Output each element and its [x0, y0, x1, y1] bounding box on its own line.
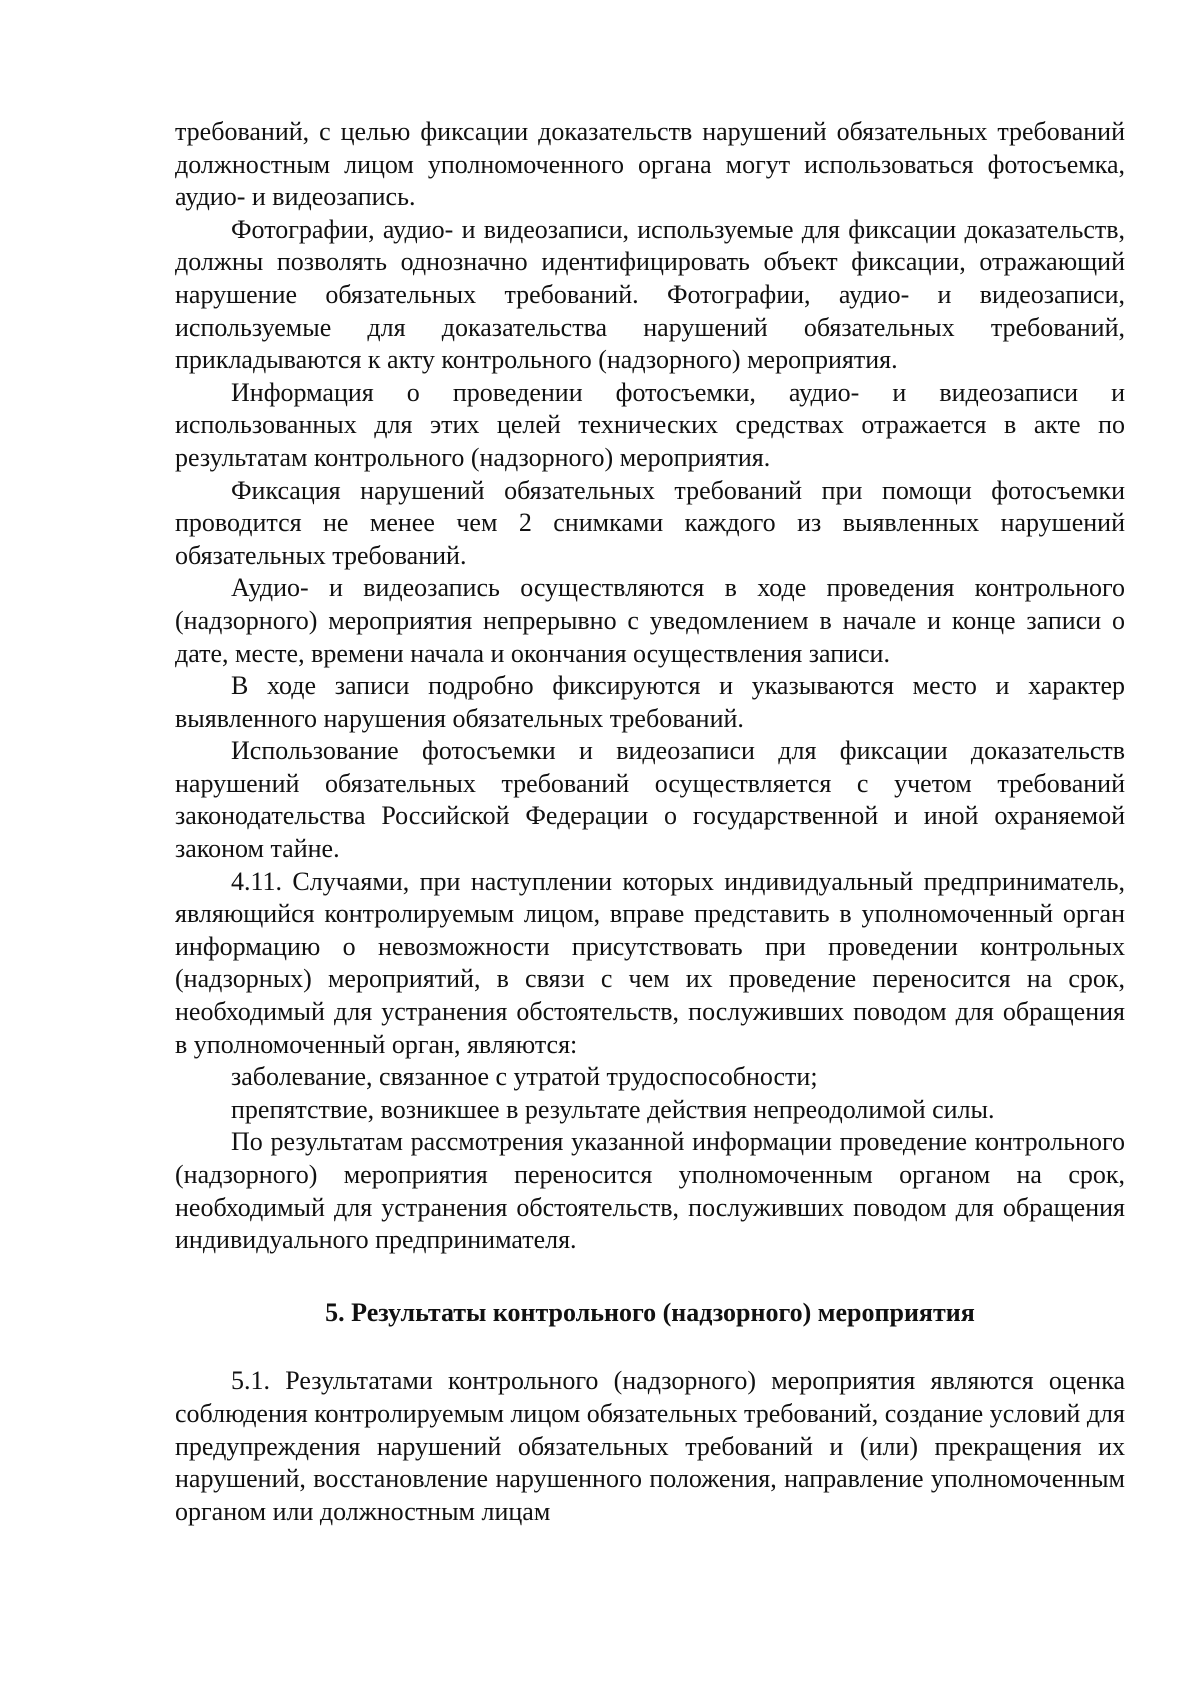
paragraph: Фиксация нарушений обязательных требований при помощи фотосъемки проводится не менее чем 2 снимками каждого из выявленных нарушений обязательных требований.	[175, 475, 1125, 570]
paragraph: По результатам рассмотрения указанной информации проведение контрольного (надзорного) мероприятия переносится уполномоченным органом на срок, необходимый для устранения обстоятельств, послуживших поводом для обращения индивидуального предпринимателя.	[175, 1127, 1125, 1255]
paragraph: Фотографии, аудио- и видеозаписи, используемые для фиксации доказательств, должны позволять однозначно идентифицировать объект фиксации, отражающий нарушение обязательных требований. Фотографии, аудио- и видеозаписи, используемые для доказательства нарушений обязательных требований, прикладываются к акту контрольного (надзорного) мероприятия.	[175, 214, 1125, 375]
paragraph-5-1: 5.1. Результатами контрольного (надзорного) мероприятия являются оценка соблюдения контролируемым лицом обязательных требований, создание условий для предупреждения нарушений обязательных требований и (или) прекращения их нарушений, восстановление нарушенного положения, направление уполномоченным органом или должностным лицам	[175, 1366, 1125, 1526]
list-item: заболевание, связанное с утратой трудоспособности;	[231, 1062, 818, 1092]
paragraph: требований, с целью фиксации доказательств нарушений обязательных требований должностным лицом уполномоченного органа могут использоваться фотосъемка, аудио- и видеозапись.	[175, 117, 1125, 212]
paragraph: Информация о проведении фотосъемки, аудио- и видеозаписи и использованных для этих целей технических средствах отражается в акте по результатам контрольного (надзорного) мероприятия.	[175, 377, 1125, 472]
list-item: препятствие, возникшее в результате действия непреодолимой силы.	[231, 1094, 995, 1124]
paragraph: Аудио- и видеозапись осуществляются в ходе проведения контрольного (надзорного) мероприятия непрерывно с уведомлением в начале и конце записи о дате, месте, времени начала и окончания осуществления записи.	[175, 573, 1125, 668]
document-body	[175, 116, 1125, 1528]
section-heading: 5. Результаты контрольного (надзорного) мероприятия	[325, 1297, 975, 1327]
paragraph: Использование фотосъемки и видеозаписи для фиксации доказательств нарушений обязательных требований осуществляется с учетом требований законодательства Российской Федерации о государственной и иной охраняемой законом тайне.	[175, 736, 1125, 864]
paragraph-4-11: 4.11. Случаями, при наступлении которых индивидуальный предприниматель, являющийся контролируемым лицом, вправе представить в уполномоченный орган информацию о невозможности присутствовать при проведении контрольных (надзорных) мероприятий, в связи с чем их проведение переносится на срок, необходимый для устранения обстоятельств, послуживших поводом для обращения в уполномоченный орган, являются:	[175, 866, 1125, 1059]
paragraph: В ходе записи подробно фиксируются и указываются место и характер выявленного нарушения обязательных требований.	[175, 671, 1125, 733]
